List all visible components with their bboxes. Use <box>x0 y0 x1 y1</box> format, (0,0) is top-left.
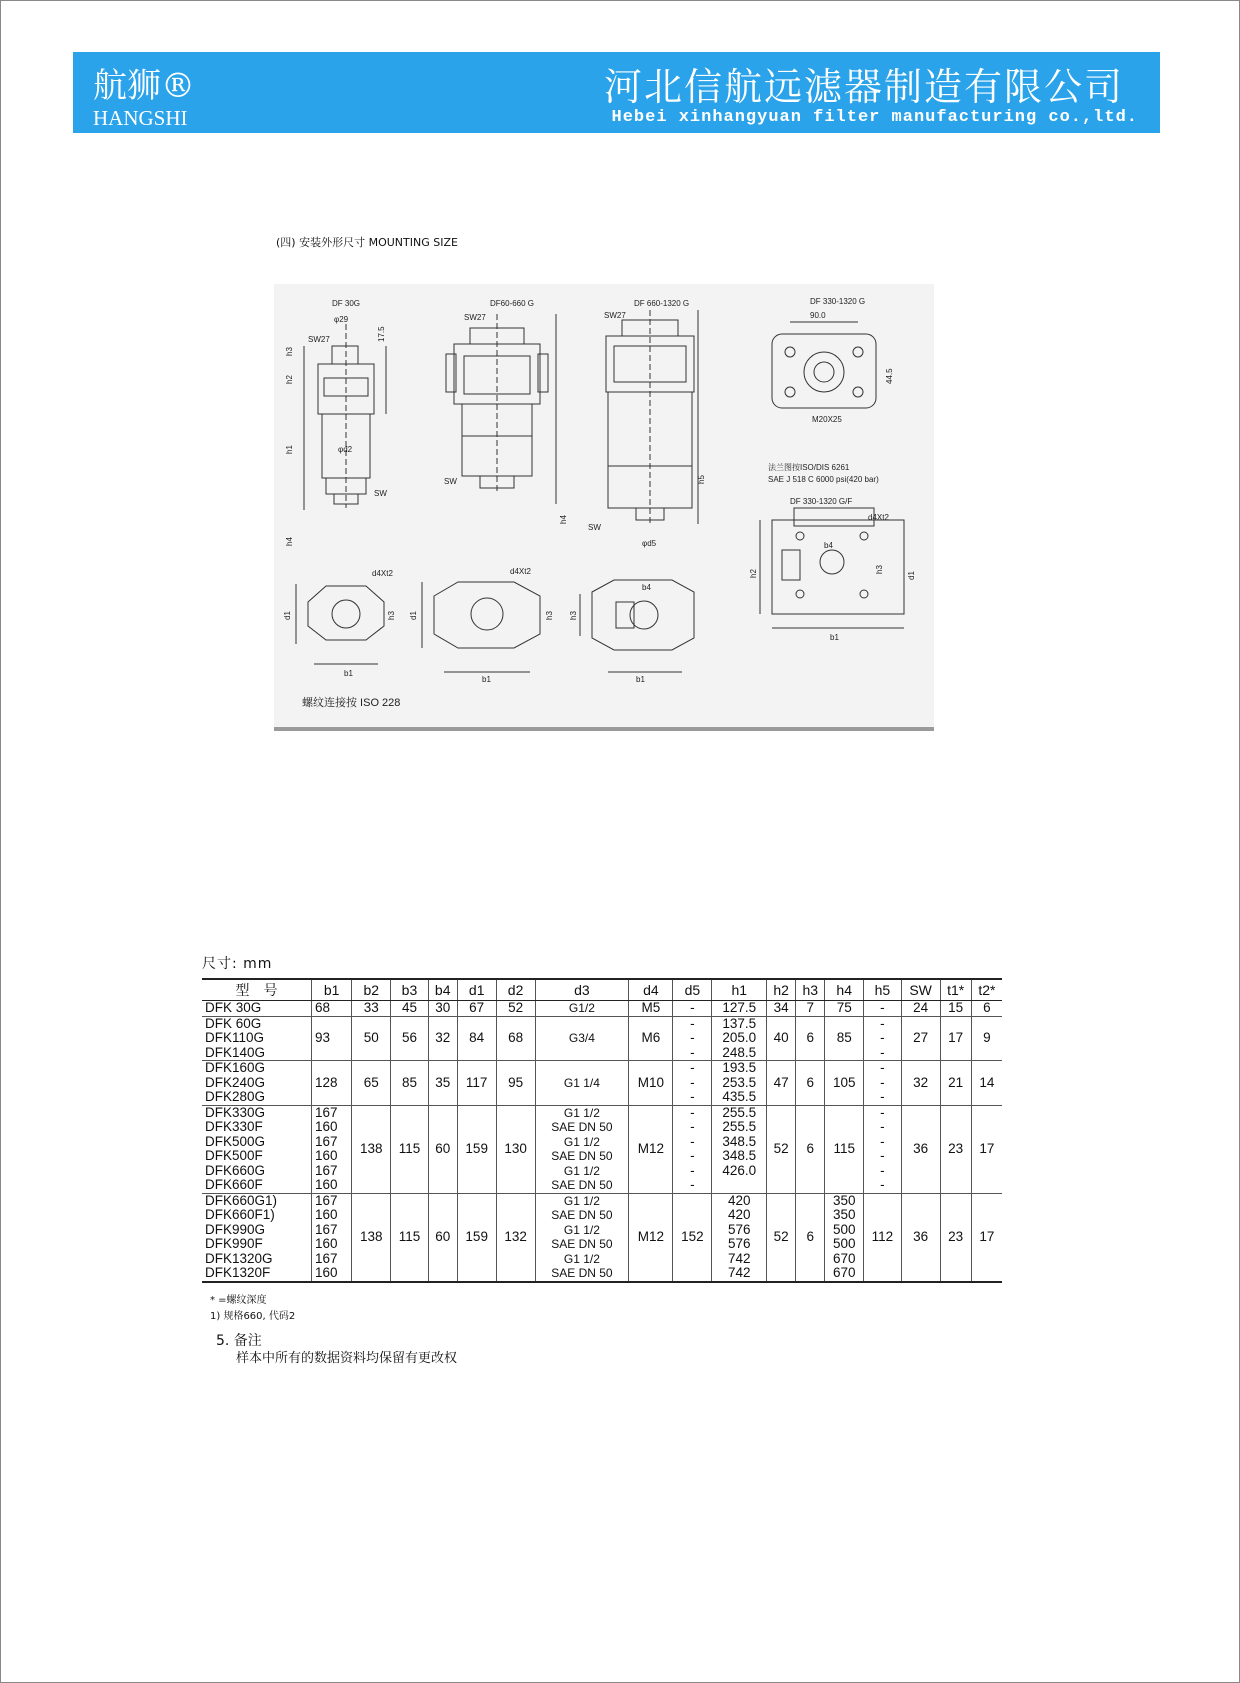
cell-b3: 85 <box>391 1061 428 1106</box>
cell-line: 193.5 <box>722 1060 757 1075</box>
cell-b1 <box>312 1016 352 1061</box>
cell-line: 167 <box>315 1250 338 1266</box>
col-d3: d3 <box>535 979 629 1001</box>
cell-line: SAE DN 50 <box>551 1120 613 1134</box>
cell-line: SAE DN 50 <box>551 1178 613 1192</box>
cell-b2: 138 <box>352 1105 391 1193</box>
notes-text: 样本中所有的数据资料均保留有更改权 <box>236 1351 458 1366</box>
cell-d5 <box>673 1016 712 1061</box>
footnote-size-660: 1) 规格660, 代码2 <box>210 1311 296 1322</box>
col-b1: b1 <box>312 979 352 1001</box>
cell-line: 160 <box>315 1148 338 1163</box>
cell-h4 <box>825 1016 864 1061</box>
cell-line: DFK330G <box>205 1104 266 1120</box>
cell-line: DFK160G <box>205 1060 266 1075</box>
label-h1-a: h1 <box>285 445 294 454</box>
label-d2-a: φd2 <box>338 445 353 454</box>
cell-b2: 65 <box>352 1061 391 1106</box>
cell-line: - <box>880 1074 885 1090</box>
cell-d4: M12 <box>629 1193 673 1282</box>
cell-line: 435.5 <box>722 1089 757 1104</box>
company-name-en: Hebei xinhangyuan filter manufacturing co.,ltd. <box>611 108 1138 127</box>
cell-h1 <box>712 1061 767 1106</box>
brand-name-cn: 航狮® <box>93 66 195 106</box>
cell-b4: 35 <box>428 1061 457 1106</box>
cell-t1: 15 <box>940 1001 971 1017</box>
cell-t2: 17 <box>971 1105 1002 1193</box>
cell-line: DFK660G <box>205 1162 266 1178</box>
cell-line: 160 <box>315 1236 338 1251</box>
cell-models <box>202 1193 312 1282</box>
footnote-thread-depth: * =螺纹深度 <box>210 1295 267 1306</box>
cell-line: DFK500G <box>205 1133 266 1149</box>
cell-t1: 21 <box>940 1061 971 1106</box>
cell-t2: 9 <box>971 1016 1002 1061</box>
cell-line: - <box>690 1119 695 1134</box>
cell-line: - <box>880 1104 885 1120</box>
cell-d4: M12 <box>629 1105 673 1193</box>
cell-h2: 47 <box>767 1061 796 1106</box>
col-sw: SW <box>901 979 940 1001</box>
label-sw-c: SW <box>588 523 601 532</box>
cell-h3: 6 <box>796 1193 825 1282</box>
label-d1-c: d1 <box>409 611 418 620</box>
label-h5: h5 <box>697 475 706 484</box>
cell-h3: 6 <box>796 1016 825 1061</box>
cell-t2: 17 <box>971 1193 1002 1282</box>
filter-df60-660g-side-view <box>444 313 568 524</box>
cell-line: - <box>690 1060 695 1075</box>
cell-line: - <box>880 1030 885 1045</box>
cell-line: DFK140G <box>205 1044 266 1060</box>
cell-d1: 67 <box>457 1001 496 1017</box>
cell-d1: 159 <box>457 1193 496 1282</box>
header-banner <box>73 52 1160 133</box>
cell-b1 <box>312 1001 352 1017</box>
cell-line: 670 <box>832 1250 856 1266</box>
cell-h5 <box>864 1105 901 1193</box>
label-h3-d: h3 <box>569 611 578 620</box>
cell-line: - <box>880 1148 885 1163</box>
cell-d5 <box>673 1001 712 1017</box>
cell-line <box>714 1178 764 1193</box>
bottom-view-df30g <box>283 569 396 678</box>
cell-line: 167 <box>315 1133 338 1149</box>
cell-h2: 34 <box>767 1001 796 1017</box>
label-d1-e: d1 <box>907 571 916 580</box>
brand-name-en: HANGSHI <box>93 106 188 130</box>
label-flange-pressure: SAE J 518 C 6000 psi(420 bar) <box>768 475 879 484</box>
label-dim-445: 44.5 <box>885 368 894 384</box>
units-label: 尺寸: mm <box>202 956 273 972</box>
cell-line: G1 1/2 <box>563 1105 600 1120</box>
cell-line: 167 <box>315 1221 338 1237</box>
cell-b4: 30 <box>428 1001 457 1017</box>
cell-line: DFK240G <box>205 1074 266 1090</box>
cell-b2: 50 <box>352 1016 391 1061</box>
label-h3-e: h3 <box>875 565 884 574</box>
filter-df660-1320g-side-view <box>588 310 706 548</box>
table-body <box>202 1001 1002 1282</box>
cell-line: DFK660F1) <box>205 1207 275 1222</box>
cell-t2: 14 <box>971 1061 1002 1106</box>
drawing-title-df30g: DF 30G <box>332 299 361 308</box>
cell-line: 248.5 <box>722 1044 757 1060</box>
cell-d5 <box>673 1105 712 1193</box>
cell-line: DFK110G <box>205 1030 265 1045</box>
cell-b1 <box>312 1193 352 1282</box>
cell-line: - <box>690 1015 695 1031</box>
cell-sw: 24 <box>901 1001 940 1017</box>
cell-h4 <box>825 1061 864 1106</box>
col-b2: b2 <box>352 979 391 1001</box>
cell-line: DFK990F <box>205 1236 263 1251</box>
cell-b1 <box>312 1061 352 1106</box>
cell-h2: 52 <box>767 1105 796 1193</box>
thread-connection-note: 螺纹连接按 ISO 228 <box>302 697 401 709</box>
cell-line: 253.5 <box>722 1074 757 1090</box>
col-d2: d2 <box>496 979 535 1001</box>
col-h4: h4 <box>825 979 864 1001</box>
cell-t1: 23 <box>940 1193 971 1282</box>
col-d1: d1 <box>457 979 496 1001</box>
label-flange-standard: 法兰图按ISO/DIS 6261 <box>768 463 850 472</box>
col-h5: h5 <box>864 979 901 1001</box>
filter-df330-1320gf-bottom-view <box>749 508 916 642</box>
col-model: 型 号 <box>202 979 312 1001</box>
label-h3-b: h3 <box>387 611 396 620</box>
cell-line: - <box>880 1162 885 1178</box>
cell-models <box>202 1001 312 1017</box>
cell-d4: M10 <box>629 1061 673 1106</box>
cell-h5 <box>864 1061 901 1106</box>
cell-sw: 36 <box>901 1105 940 1193</box>
cell-sw: 27 <box>901 1016 940 1061</box>
cell-line: 576 <box>727 1221 751 1237</box>
cell-d2: 130 <box>496 1105 535 1193</box>
table-row <box>202 1016 1002 1061</box>
cell-d5 <box>673 1061 712 1106</box>
cell-b4: 60 <box>428 1193 457 1282</box>
cell-line: DFK1320F <box>205 1265 271 1280</box>
table-row <box>202 1193 1002 1282</box>
label-sw-b: SW <box>444 477 457 486</box>
table-header-row <box>202 979 1002 1001</box>
cell-line: 500 <box>832 1236 856 1251</box>
label-b1-e: b1 <box>830 633 839 642</box>
col-h3: h3 <box>796 979 825 1001</box>
cell-line: 167 <box>315 1162 338 1178</box>
label-h4-a: h4 <box>285 537 294 546</box>
cell-b4: 32 <box>428 1016 457 1061</box>
bottom-view-df60-660g <box>409 567 554 684</box>
label-b4-e: b4 <box>824 541 833 550</box>
cell-line: - <box>880 1089 885 1104</box>
cell-line: 348.5 <box>722 1133 757 1149</box>
cell-models <box>202 1105 312 1193</box>
cell-line: G3/4 <box>568 1031 595 1045</box>
cell-line: 152 <box>681 1228 704 1244</box>
dimension-table <box>202 978 1002 1283</box>
label-sw27-b: SW27 <box>464 313 486 322</box>
cell-line: - <box>880 1177 885 1192</box>
cell-line: - <box>690 1000 695 1015</box>
col-d5: d5 <box>673 979 712 1001</box>
drawing-title-df330-1320g: DF 330-1320 G <box>810 297 866 306</box>
label-m20x25: M20X25 <box>812 415 842 424</box>
cell-d2: 132 <box>496 1193 535 1282</box>
cell-line: G1 1/4 <box>563 1075 600 1090</box>
cell-line: 68 <box>315 1000 331 1015</box>
cell-line: 350 <box>832 1192 856 1208</box>
cell-line: - <box>880 1060 885 1075</box>
cell-line: G1 1/2 <box>563 1251 600 1266</box>
cell-line: 160 <box>315 1177 338 1192</box>
cell-line: 348.5 <box>722 1148 757 1163</box>
cell-line: SAE DN 50 <box>551 1208 613 1222</box>
cell-b1 <box>312 1105 352 1193</box>
filter-df30g-side-view <box>285 315 387 546</box>
label-b1-d: b1 <box>636 675 645 684</box>
cell-line: SAE DN 50 <box>551 1266 613 1280</box>
cell-d4: M5 <box>629 1001 673 1017</box>
cell-h5 <box>864 1001 901 1017</box>
cell-b3: 115 <box>391 1193 428 1282</box>
cell-line: DFK660G1) <box>205 1192 278 1208</box>
cell-line: G1 1/2 <box>563 1163 600 1178</box>
label-b1-b: b1 <box>344 669 353 678</box>
label-h3-a: h3 <box>285 347 294 356</box>
cell-line: - <box>690 1074 695 1090</box>
cell-line: 85 <box>836 1030 852 1045</box>
cell-b3: 45 <box>391 1001 428 1017</box>
notes-heading: 5. 备注 <box>216 1333 262 1349</box>
cell-d1: 117 <box>457 1061 496 1106</box>
col-b3: b3 <box>391 979 428 1001</box>
cell-line: - <box>880 1044 885 1060</box>
cell-line: - <box>880 1000 885 1015</box>
cell-line: 670 <box>832 1265 856 1280</box>
cell-d3 <box>535 1001 629 1017</box>
cell-line: - <box>690 1177 695 1192</box>
label-d4-b: d4Xt2 <box>372 569 393 578</box>
cell-line: G1 1/2 <box>563 1134 600 1149</box>
filter-df330-1320g-flange-view <box>768 311 894 484</box>
cell-d4: M6 <box>629 1016 673 1061</box>
label-phi29: φ29 <box>334 315 349 324</box>
cell-line: 255.5 <box>722 1119 757 1134</box>
mounting-drawing <box>274 284 934 731</box>
section-title: (四) 安装外形尺寸 MOUNTING SIZE <box>276 236 458 249</box>
cell-line: 426.0 <box>722 1162 757 1178</box>
label-h3-c: h3 <box>545 611 554 620</box>
cell-line: 137.5 <box>722 1015 757 1031</box>
cell-line: 576 <box>727 1236 751 1251</box>
cell-t1: 23 <box>940 1105 971 1193</box>
cell-h3: 6 <box>796 1061 825 1106</box>
cell-line: SAE DN 50 <box>551 1149 613 1163</box>
cell-line: - <box>690 1030 695 1045</box>
cell-line: 127.5 <box>722 1000 757 1015</box>
company-name-cn: 河北信航远滤器制造有限公司 <box>603 65 1124 109</box>
cell-line: SAE DN 50 <box>551 1237 613 1251</box>
label-d5: φd5 <box>642 539 657 548</box>
cell-line: DFK990G <box>205 1221 266 1237</box>
cell-line: G1 1/2 <box>563 1222 600 1237</box>
cell-d3 <box>535 1061 629 1106</box>
col-h1: h1 <box>712 979 767 1001</box>
cell-b2: 33 <box>352 1001 391 1017</box>
cell-b3: 115 <box>391 1105 428 1193</box>
cell-d1: 159 <box>457 1105 496 1193</box>
cell-line: DFK660F <box>205 1177 263 1192</box>
cell-line: DFK 60G <box>205 1015 262 1031</box>
cell-h5 <box>864 1193 901 1282</box>
cell-h4 <box>825 1193 864 1282</box>
drawing-title-df660-1320g: DF 660-1320 G <box>634 299 690 308</box>
cell-line: DFK500F <box>205 1148 263 1163</box>
table-row <box>202 1105 1002 1193</box>
cell-h1 <box>712 1105 767 1193</box>
cell-t1: 17 <box>940 1016 971 1061</box>
cell-line: 255.5 <box>722 1104 757 1120</box>
cell-line: 350 <box>832 1207 856 1222</box>
cell-h1 <box>712 1016 767 1061</box>
cell-line: 160 <box>315 1119 338 1134</box>
cell-line: DFK280G <box>205 1089 266 1104</box>
cell-models <box>202 1061 312 1106</box>
cell-line: 205.0 <box>722 1030 757 1045</box>
cell-line: DFK330F <box>205 1119 263 1134</box>
col-d4: d4 <box>629 979 673 1001</box>
cell-line: 742 <box>727 1265 751 1280</box>
cell-line: G1/2 <box>568 1001 595 1015</box>
cell-h4 <box>825 1105 864 1193</box>
cell-line: 167 <box>315 1104 338 1120</box>
table-row <box>202 1001 1002 1017</box>
col-h2: h2 <box>767 979 796 1001</box>
cell-sw: 36 <box>901 1193 940 1282</box>
bottom-view-df660-1320g <box>569 580 694 684</box>
cell-line: 160 <box>315 1207 338 1222</box>
cell-d2: 95 <box>496 1061 535 1106</box>
cell-line: - <box>690 1133 695 1149</box>
cell-line: 420 <box>727 1192 751 1208</box>
cell-line: DFK 30G <box>205 1000 262 1015</box>
cell-line: - <box>690 1044 695 1060</box>
cell-line: 93 <box>315 1030 331 1045</box>
label-d4-a: d4Xt2 <box>868 513 889 522</box>
label-h4-b: h4 <box>559 515 568 524</box>
cell-line: 167 <box>315 1192 338 1208</box>
cell-sw: 32 <box>901 1061 940 1106</box>
cell-line: 128 <box>315 1074 338 1090</box>
label-h2-a: h2 <box>285 375 294 384</box>
cell-h4 <box>825 1001 864 1017</box>
label-dim-90: 90.0 <box>810 311 826 320</box>
cell-d1: 84 <box>457 1016 496 1061</box>
cell-line: 742 <box>727 1250 751 1266</box>
cell-line: 420 <box>727 1207 751 1222</box>
cell-b3: 56 <box>391 1016 428 1061</box>
cell-h1 <box>712 1001 767 1017</box>
cell-t2: 6 <box>971 1001 1002 1017</box>
label-sw27-a: SW27 <box>308 335 330 344</box>
cell-h3: 7 <box>796 1001 825 1017</box>
cell-line: G1 1/2 <box>563 1193 600 1208</box>
label-b1-c: b1 <box>482 675 491 684</box>
table-row <box>202 1061 1002 1106</box>
cell-line: 500 <box>832 1221 856 1237</box>
drawing-title-df60-660g: DF60-660 G <box>490 299 535 308</box>
cell-b4: 60 <box>428 1105 457 1193</box>
cell-line: - <box>690 1148 695 1163</box>
cell-models <box>202 1016 312 1061</box>
cell-line: 112 <box>871 1228 894 1244</box>
cell-h2: 52 <box>767 1193 796 1282</box>
cell-d2: 68 <box>496 1016 535 1061</box>
drawing-title-df330-1320gf: DF 330-1320 G/F <box>790 497 853 506</box>
label-b4-d: b4 <box>642 583 651 592</box>
cell-line: - <box>880 1133 885 1149</box>
cell-line: - <box>690 1104 695 1120</box>
cell-h3: 6 <box>796 1105 825 1193</box>
cell-line: 115 <box>833 1140 855 1156</box>
cell-line: - <box>880 1015 885 1031</box>
cell-h5 <box>864 1016 901 1061</box>
cell-line: DFK1320G <box>205 1250 273 1266</box>
cell-b2: 138 <box>352 1193 391 1282</box>
label-sw-a: SW <box>374 489 387 498</box>
cell-d5 <box>673 1193 712 1282</box>
label-sw27-c: SW27 <box>604 311 626 320</box>
label-175: 17.5 <box>377 326 386 342</box>
cell-line: 160 <box>315 1265 338 1280</box>
cell-line: - <box>690 1162 695 1178</box>
cell-line: 75 <box>836 1000 852 1015</box>
cell-h1 <box>712 1193 767 1282</box>
cell-h2: 40 <box>767 1016 796 1061</box>
cell-d3 <box>535 1016 629 1061</box>
cell-line: 105 <box>832 1074 856 1090</box>
col-t2: t2* <box>971 979 1002 1001</box>
cell-d3 <box>535 1193 629 1282</box>
label-h2-e: h2 <box>749 569 758 578</box>
col-t1: t1* <box>940 979 971 1001</box>
cell-d2: 52 <box>496 1001 535 1017</box>
col-b4: b4 <box>428 979 457 1001</box>
cell-d3 <box>535 1105 629 1193</box>
label-d4-c: d4Xt2 <box>510 567 531 576</box>
label-d1-b: d1 <box>283 611 292 620</box>
cell-line: - <box>690 1089 695 1104</box>
cell-line: - <box>880 1119 885 1134</box>
